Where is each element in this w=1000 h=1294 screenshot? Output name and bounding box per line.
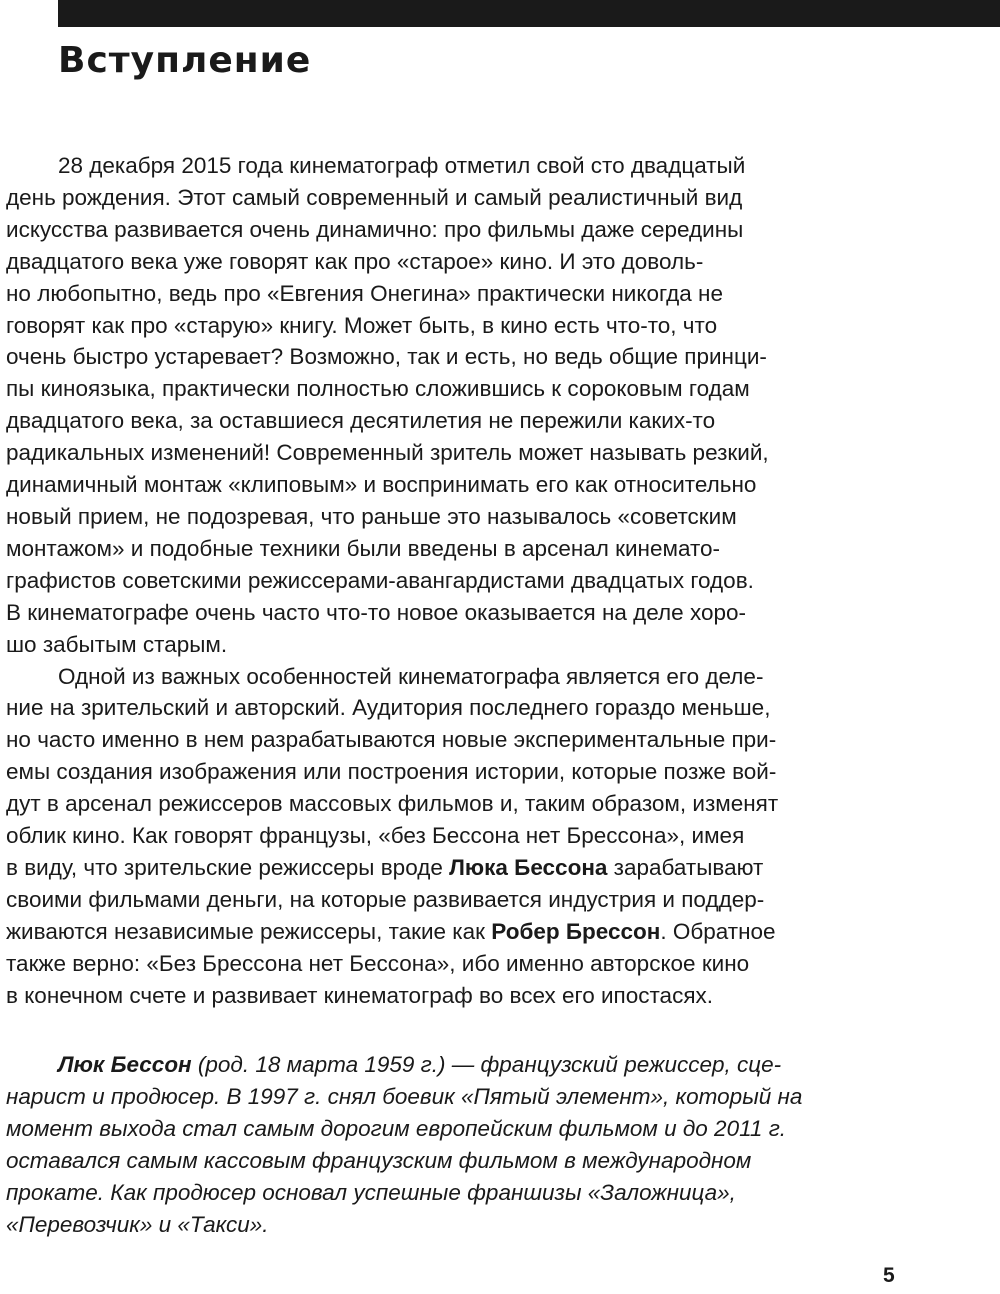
person-name-bresson: Робер Брессон [491,918,661,944]
text-line [6,916,862,948]
page-number: 5 [883,1264,895,1287]
text-line: облик кино. Как говорят французы, «без Бессона нет Брессона», имея [6,823,745,849]
text-line: говорят как про «старую» книгу. Может быть, в кино есть что-то, что [6,312,718,338]
text-line [6,852,862,884]
text-line: очень быстро устаревает? Возможно, так и есть, но ведь общие принци- [6,344,767,370]
text-line: шо забытым старым. [6,631,228,657]
text-line: оставался самым кассовым французским фильмом в международном [6,1147,752,1173]
text-line [6,1049,862,1081]
chapter-title: Вступление [58,40,312,81]
text-line: но часто именно в нем разрабатываются новые экспериментальные при- [6,727,777,753]
text-segment: в виду, что зрительские режиссеры вроде [6,854,450,880]
text-segment: зарабатывают [607,854,764,880]
text-line: двадцатого века уже говорят как про «старое» кино. И это доволь- [6,248,704,274]
person-name-besson: Люка Бессона [449,854,608,880]
text-line: «Перевозчик» и «Такси». [6,1211,269,1237]
header-bar [58,0,1000,27]
text-line: 28 декабря 2015 года кинематограф отметил свой сто двадцатый [58,153,746,178]
text-line: Одной из важных особенностей кинематографа является его деле- [58,663,764,689]
text-line: пы киноязыка, практически полностью сложившись к сороковым годам [6,376,750,402]
text-segment: . Обратное [660,918,776,944]
text-line: В кинематографе очень часто что-то новое оказывается на деле хоро- [6,599,746,625]
main-text [6,150,862,1011]
text-line: монтажом» и подобные техники были введены в арсенал кинемато- [6,535,721,561]
text-segment: живаются независимые режиссеры, такие как [6,918,492,944]
text-segment: (род. 18 марта 1959 г.) — французский режиссер, сце- [191,1052,782,1077]
text-line: двадцатого века, за оставшиеся десятилетия не пережили каких-то [6,408,716,434]
text-line: динамичный монтаж «клиповым» и воспринимать его как относительно [6,472,757,498]
footnote-name: Люк Бессон [58,1052,192,1077]
text-line: дут в арсенал режиссеров массовых фильмов и, таким образом, изменят [6,791,779,817]
footnote [6,1049,862,1240]
text-line: своими фильмами деньги, на которые развивается индустрия и поддер- [6,886,765,912]
text-line: прокате. Как продюсер основал успешные франшизы «Заложница», [6,1179,736,1205]
text-line: искусства развивается очень динамично: про фильмы даже середины [6,216,744,242]
text-line: новый прием, не подозревая, что раньше это называлось «советским [6,503,737,529]
text-line: момент выхода стал самым дорогим европейским фильмом и до 2011 г. [6,1115,787,1141]
text-line: нарист и продюсер. В 1997 г. снял боевик «Пятый элемент», который на [6,1083,803,1109]
text-line: также верно: «Без Брессона нет Бессона», ибо именно авторское кино [6,950,750,976]
text-line: в конечном счете и развивает кинематограф во всех его ипостасях. [6,982,714,1008]
text-line: но любопытно, ведь про «Евгения Онегина» практически никогда не [6,280,723,306]
text-line: графистов советскими режиссерами-авангардистами двадцатых годов. [6,567,754,593]
text-line: емы создания изображения или построения истории, которые позже вой- [6,759,777,785]
text-line: ние на зрительский и авторский. Аудитория последнего гораздо меньше, [6,695,771,721]
text-line: день рождения. Этот самый современный и самый реалистичный вид [6,184,743,210]
text-line: радикальных изменений! Современный зритель может называть резкий, [6,440,769,466]
